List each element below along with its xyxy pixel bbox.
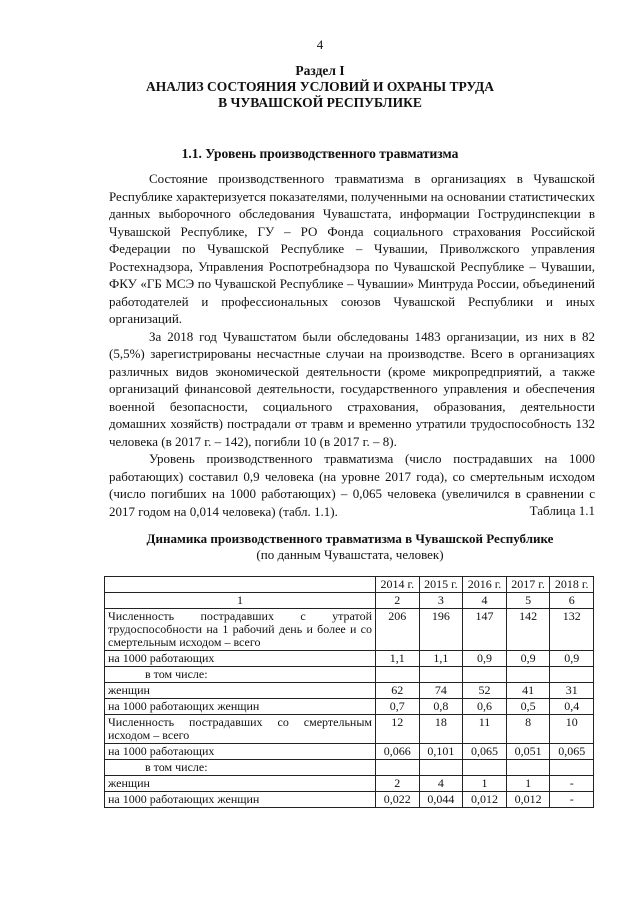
value-cell: 2 <box>376 776 420 792</box>
row-label: женщин <box>105 683 376 699</box>
value-cell: 11 <box>463 715 507 744</box>
paragraph: Состояние производственного травматизма в организациях в Чувашской Республике характеризуется показателями, полученными на основании статистических данных выборочного обследования Чувашстата, информации Гострудинспекции в Чувашской Республике, ГУ – РО Фонда социального страхования Российской Федерации по Чувашской Республике – Чувашии, Приволжского управления Ростехнадзора, Управления Роспотребнадзора по Чувашской Республике – Чувашии, ФКУ «ГБ МСЭ по Чувашской Республике – Чувашии» Минтруда России, объединений работодателей и профессиональных союзов Чувашской Республики и иных организаций. <box>109 171 595 326</box>
table-row <box>105 715 594 744</box>
value-cell: 0,012 <box>506 792 550 808</box>
value-cell: 132 <box>550 609 594 651</box>
value-cell: 1,1 <box>419 651 463 667</box>
year-header: 2016 г. <box>463 577 507 593</box>
value-cell: 147 <box>463 609 507 651</box>
section-title-line2: В ЧУВАШСКОЙ РЕСПУБЛИКЕ <box>218 95 422 110</box>
value-cell: 41 <box>506 683 550 699</box>
value-cell: 0,051 <box>506 744 550 760</box>
value-cell <box>550 760 594 776</box>
table-body <box>105 609 594 808</box>
column-number: 1 <box>105 593 376 609</box>
table-row <box>105 667 594 683</box>
row-label: женщин <box>105 776 376 792</box>
column-number: 2 <box>376 593 420 609</box>
value-cell: 0,9 <box>550 651 594 667</box>
value-cell: 0,8 <box>419 699 463 715</box>
column-number: 3 <box>419 593 463 609</box>
value-cell: 10 <box>550 715 594 744</box>
value-cell: 0,012 <box>463 792 507 808</box>
value-cell <box>506 667 550 683</box>
column-number: 4 <box>463 593 507 609</box>
row-label: в том числе: <box>105 667 376 683</box>
row-label: на 1000 работающих <box>105 744 376 760</box>
value-cell: 0,101 <box>419 744 463 760</box>
value-cell <box>463 760 507 776</box>
table-title: Динамика производственного травматизма в Чувашской Республике <box>146 531 554 546</box>
value-cell: 0,9 <box>463 651 507 667</box>
year-header: 2015 г. <box>419 577 463 593</box>
row-label: на 1000 работающих <box>105 651 376 667</box>
table-row <box>105 609 594 651</box>
body-text <box>109 170 595 520</box>
header-empty-cell <box>105 577 376 593</box>
value-cell: 74 <box>419 683 463 699</box>
paragraph: За 2018 год Чувашстатом были обследованы 1483 организации, из них в 82 (5,5%) зарегистрированы несчастные случаи на производстве. Всего в организациях различных видов экономической деятельности (кроме микропредприятий, а также организаций финансовой деятельности, государственного управления и обеспечения военной безопасности, социального страхования, образования, деятельности домашних хозяйств) пострадали от травм и временно утратили трудоспособность 132 человека (в 2017 г. – 142), погибли 10 (в 2017 г. – 8). <box>109 328 595 449</box>
table-row <box>105 651 594 667</box>
value-cell: 1 <box>506 776 550 792</box>
section-label: Раздел I <box>295 63 345 78</box>
value-cell: 1 <box>463 776 507 792</box>
value-cell: 62 <box>376 683 420 699</box>
table-row <box>105 792 594 808</box>
value-cell: 142 <box>506 609 550 651</box>
row-label: на 1000 работающих женщин <box>105 792 376 808</box>
value-cell: - <box>550 792 594 808</box>
value-cell: - <box>550 776 594 792</box>
value-cell <box>419 760 463 776</box>
column-number: 6 <box>550 593 594 609</box>
value-cell: 0,4 <box>550 699 594 715</box>
value-cell: 0,022 <box>376 792 420 808</box>
table-header-row <box>105 577 594 593</box>
value-cell <box>550 667 594 683</box>
row-label: в том числе: <box>105 760 376 776</box>
value-cell: 8 <box>506 715 550 744</box>
value-cell: 0,6 <box>463 699 507 715</box>
value-cell <box>506 760 550 776</box>
value-cell <box>376 667 420 683</box>
page-number: 4 <box>316 37 324 52</box>
table-subtitle: (по данным Чувашстата, человек) <box>256 547 444 562</box>
value-cell: 1,1 <box>376 651 420 667</box>
value-cell <box>463 667 507 683</box>
dynamics-table <box>104 576 594 808</box>
column-number: 5 <box>506 593 550 609</box>
row-label: Численность пострадавших с утратой трудоспособности на 1 рабочий день и более и со смертельным исходом – всего <box>105 609 376 651</box>
value-cell: 52 <box>463 683 507 699</box>
year-header: 2014 г. <box>376 577 420 593</box>
value-cell: 0,9 <box>506 651 550 667</box>
value-cell: 0,065 <box>463 744 507 760</box>
value-cell <box>376 760 420 776</box>
value-cell: 18 <box>419 715 463 744</box>
value-cell: 31 <box>550 683 594 699</box>
value-cell: 0,5 <box>506 699 550 715</box>
value-cell: 4 <box>419 776 463 792</box>
value-cell: 0,066 <box>376 744 420 760</box>
table-row <box>105 683 594 699</box>
section-title-line1: АНАЛИЗ СОСТОЯНИЯ УСЛОВИЙ И ОХРАНЫ ТРУДА <box>146 79 494 94</box>
value-cell: 0,065 <box>550 744 594 760</box>
value-cell: 12 <box>376 715 420 744</box>
table-row <box>105 699 594 715</box>
column-number-row <box>105 593 594 609</box>
row-label: Численность пострадавших со смертельным исходом – всего <box>105 715 376 744</box>
value-cell: 0,044 <box>419 792 463 808</box>
year-header: 2017 г. <box>506 577 550 593</box>
table-row <box>105 744 594 760</box>
table-row <box>105 760 594 776</box>
paragraph: Уровень производственного травматизма (число пострадавших на 1000 работающих) составил 0,9 человека (на уровне 2017 года), со смертельным исходом (число погибших на 1000 работающих) – 0,065 человека (увеличился в сравнении с 2017 годом на 0,014 человека) (табл. 1.1). <box>109 451 595 519</box>
subsection-title: 1.1. Уровень производственного травматизма <box>181 146 459 161</box>
value-cell: 206 <box>376 609 420 651</box>
row-label: на 1000 работающих женщин <box>105 699 376 715</box>
table-label: Таблица 1.1 <box>529 503 595 518</box>
value-cell: 0,7 <box>376 699 420 715</box>
value-cell: 196 <box>419 609 463 651</box>
table-row <box>105 776 594 792</box>
value-cell <box>419 667 463 683</box>
year-header: 2018 г. <box>550 577 594 593</box>
